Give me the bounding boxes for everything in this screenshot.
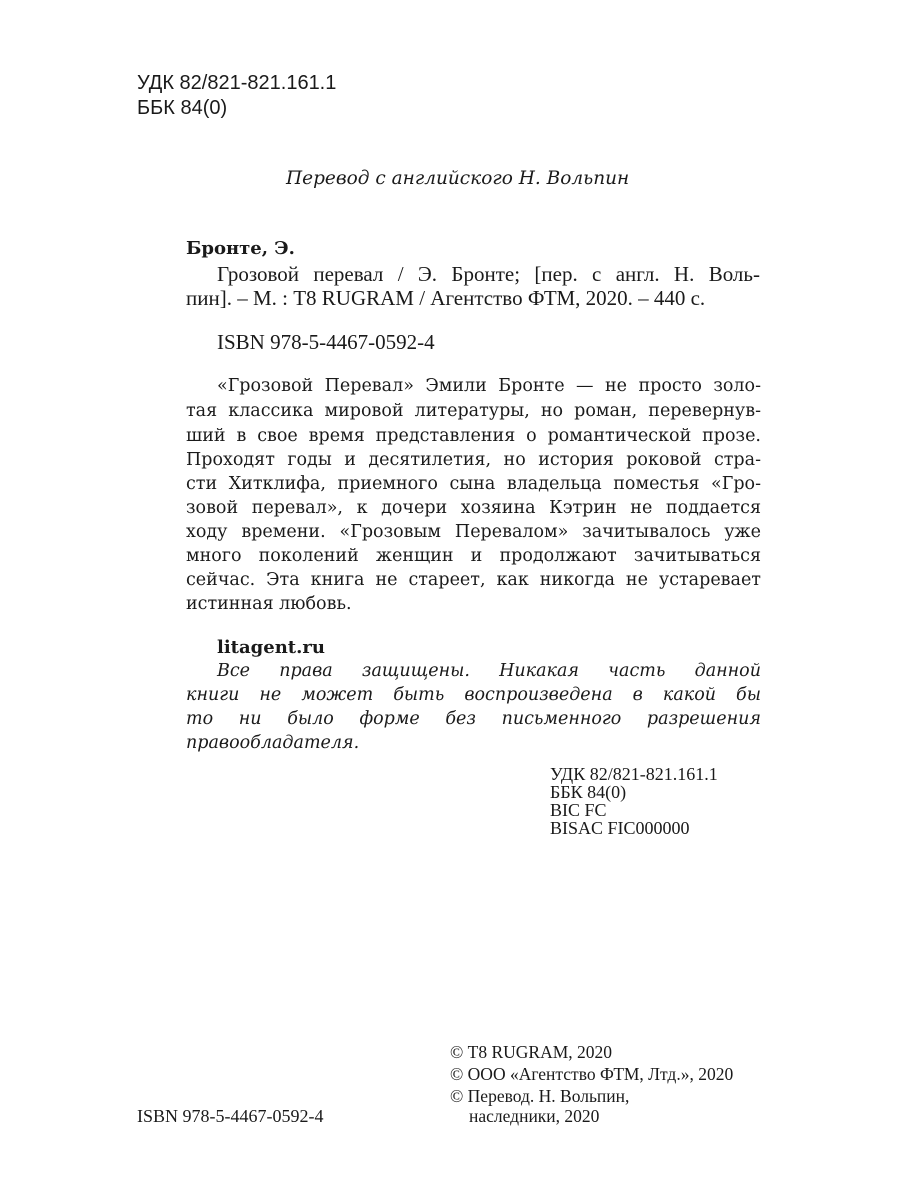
bottom-isbn: ISBN 978-5-4467-0592-4: [137, 1106, 324, 1126]
annotation-line: истинная любовь.: [186, 594, 352, 614]
rights-line: правообладателя.: [186, 733, 360, 753]
annotation-line: сейчас. Эта книга не стареет, как никогда не устаревает: [186, 570, 761, 590]
annotation-line: тая классика мировой литературы, но роман, перевернув-: [186, 401, 761, 421]
annotation-line: много поколений женщин и продолжают зачитываться: [186, 546, 761, 566]
annotation-line: ший в свое время представления о романтической прозе.: [186, 426, 761, 446]
code-bbk: ББК 84(0): [550, 782, 627, 802]
rights-line: Все права защищены. Никакая часть данной: [217, 661, 761, 681]
copyright-line: наследники, 2020: [469, 1106, 600, 1126]
annotation-line: ходу времени. «Грозовым Перевалом» зачитывалось уже: [186, 522, 761, 542]
biblio-line: Грозовой перевал / Э. Бронте; [пер. с англ. Н. Воль-: [217, 262, 760, 286]
annotation-line: зовой перевал», к дочери хозяина Кэтрин не поддается: [186, 498, 761, 518]
author-heading: Бронте, Э.: [186, 238, 295, 259]
biblio-line: пин]. – М. : Т8 RUGRAM / Агентство ФТМ, 2020. – 440 с.: [186, 286, 706, 310]
copyright-line: © Т8 RUGRAM, 2020: [450, 1042, 613, 1062]
top-udk: УДК 82/821-821.161.1: [137, 72, 337, 94]
code-udk: УДК 82/821-821.161.1: [550, 764, 718, 784]
annotation-line: сти Хитклифа, приемного сына владельца поместья «Гро-: [186, 474, 761, 494]
copyright-line: © ООО «Агентство ФТМ, Лтд.», 2020: [450, 1064, 734, 1084]
copyright-line: © Перевод. Н. Вольпин,: [450, 1086, 630, 1106]
rights-line: книги не может быть воспроизведена в какой бы: [186, 685, 761, 705]
top-bbk: ББК 84(0): [137, 97, 228, 119]
annotation-line: «Грозовой Перевал» Эмили Бронте — не просто золо-: [217, 376, 761, 396]
annotation-line: Проходят годы и десятилетия, но история роковой стра-: [186, 450, 761, 470]
code-bisac: BISAC FIC000000: [550, 818, 690, 838]
litagent-site: litagent.ru: [217, 637, 325, 658]
rights-line: то ни было форме без письменного разрешения: [186, 709, 761, 729]
translation-note: Перевод с английского Н. Вольпин: [286, 168, 630, 189]
code-bic: BIC FC: [550, 800, 607, 820]
biblio-isbn: ISBN 978-5-4467-0592-4: [217, 330, 435, 354]
